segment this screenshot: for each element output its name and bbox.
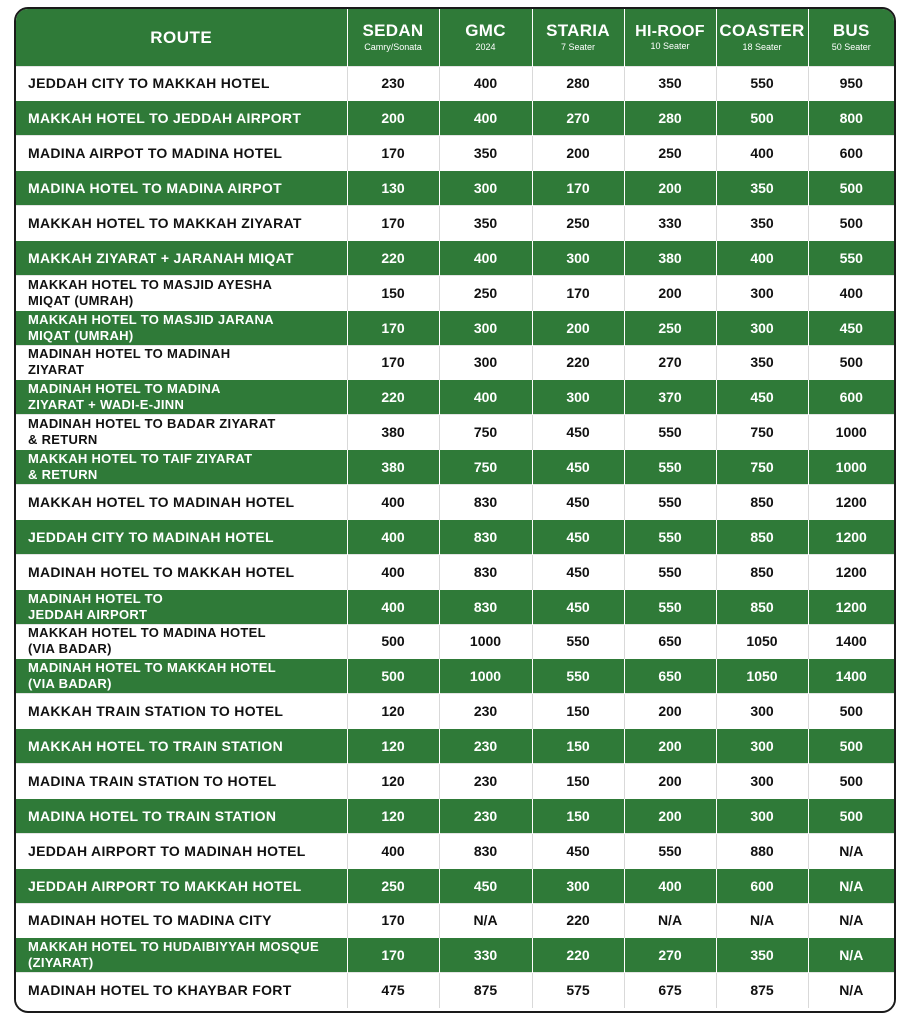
gmc-price-cell: 875	[439, 973, 532, 1008]
coaster-price-cell: 875	[716, 973, 808, 1008]
hi-roof-price-cell: 280	[624, 101, 716, 136]
sedan-price-cell: 120	[347, 729, 439, 764]
staria-price-cell: 170	[532, 275, 624, 310]
route-cell: JEDDAH AIRPORT TO MADINAH HOTEL	[16, 833, 347, 868]
route-cell	[16, 345, 347, 380]
column-name: HI-ROOF	[635, 23, 705, 41]
coaster-price-cell: 300	[716, 729, 808, 764]
table-body	[16, 66, 894, 1008]
gmc-price-cell: 750	[439, 450, 532, 485]
route-cell: MADINA TRAIN STATION TO HOTEL	[16, 764, 347, 799]
hi-roof-price-cell: 200	[624, 764, 716, 799]
sedan-price-cell: 220	[347, 240, 439, 275]
bus-column-header	[808, 9, 894, 66]
bus-price-cell: 500	[808, 798, 894, 833]
sedan-price-cell: 170	[347, 136, 439, 171]
gmc-price-cell: 350	[439, 206, 532, 241]
hi-roof-price-cell: 200	[624, 275, 716, 310]
hi-roof-price-cell: 250	[624, 310, 716, 345]
sedan-column-header	[347, 9, 439, 66]
staria-price-cell: 450	[532, 450, 624, 485]
route-line: MAKKAH HOTEL TO HUDAIBIYYAH MOSQUE	[28, 939, 319, 955]
bus-price-cell: 500	[808, 694, 894, 729]
sedan-price-cell: 220	[347, 380, 439, 415]
staria-price-cell: 250	[532, 206, 624, 241]
route-cell: MAKKAH HOTEL TO JEDDAH AIRPORT	[16, 101, 347, 136]
column-subtitle: 50 Seater	[831, 42, 871, 53]
gmc-price-cell: 830	[439, 589, 532, 624]
hi-roof-price-cell: 200	[624, 694, 716, 729]
route-cell	[16, 380, 347, 415]
table-row	[16, 450, 894, 485]
route-line: (VIA BADAR)	[28, 641, 112, 657]
staria-price-cell: 450	[532, 415, 624, 450]
column-name: STARIA	[546, 21, 610, 41]
gmc-price-cell: 250	[439, 275, 532, 310]
table-row	[16, 554, 894, 589]
gmc-price-cell: 330	[439, 938, 532, 973]
table-row	[16, 275, 894, 310]
coaster-column-header	[716, 9, 808, 66]
table-row	[16, 66, 894, 101]
table-row	[16, 764, 894, 799]
route-line: MADINAH HOTEL TO MAKKAH HOTEL	[28, 660, 276, 676]
coaster-price-cell: 300	[716, 694, 808, 729]
route-cell: MAKKAH TRAIN STATION TO HOTEL	[16, 694, 347, 729]
hi-roof-price-cell: 200	[624, 729, 716, 764]
staria-price-cell: 150	[532, 694, 624, 729]
bus-price-cell: 1200	[808, 589, 894, 624]
route-cell: MADINAH HOTEL TO KHAYBAR FORT	[16, 973, 347, 1008]
staria-price-cell: 450	[532, 589, 624, 624]
bus-price-cell: 500	[808, 171, 894, 206]
table-row	[16, 729, 894, 764]
sedan-price-cell: 170	[347, 310, 439, 345]
column-name: GMC	[465, 21, 506, 41]
gmc-price-cell: 450	[439, 868, 532, 903]
sedan-price-cell: 120	[347, 798, 439, 833]
bus-price-cell: 600	[808, 380, 894, 415]
price-table	[16, 9, 894, 1008]
hi-roof-price-cell: 650	[624, 659, 716, 694]
route-line: MADINAH HOTEL TO BADAR ZIYARAT	[28, 416, 276, 432]
coaster-price-cell: 600	[716, 868, 808, 903]
table-header-row	[16, 9, 894, 66]
table-row	[16, 380, 894, 415]
sedan-price-cell: 170	[347, 345, 439, 380]
table-row	[16, 136, 894, 171]
gmc-price-cell: 230	[439, 798, 532, 833]
sedan-price-cell: 500	[347, 624, 439, 659]
route-cell	[16, 589, 347, 624]
route-cell: MAKKAH HOTEL TO MADINAH HOTEL	[16, 485, 347, 520]
hi-roof-price-cell: 400	[624, 868, 716, 903]
coaster-price-cell: 350	[716, 206, 808, 241]
column-subtitle: Camry/Sonata	[364, 42, 422, 53]
gmc-price-cell: 750	[439, 415, 532, 450]
table-row	[16, 345, 894, 380]
gmc-price-cell: 1000	[439, 624, 532, 659]
gmc-price-cell: 350	[439, 136, 532, 171]
table-row	[16, 589, 894, 624]
staria-price-cell: 270	[532, 101, 624, 136]
route-line: ZIYARAT	[28, 362, 85, 378]
route-line: MADINAH HOTEL TO MADINA	[28, 381, 221, 397]
table-row	[16, 310, 894, 345]
coaster-price-cell: 400	[716, 240, 808, 275]
bus-price-cell: 500	[808, 345, 894, 380]
price-table-frame	[14, 7, 896, 1013]
route-cell	[16, 659, 347, 694]
sedan-price-cell: 400	[347, 833, 439, 868]
bus-price-cell: N/A	[808, 868, 894, 903]
hi-roof-price-cell: 550	[624, 485, 716, 520]
sedan-price-cell: 200	[347, 101, 439, 136]
staria-price-cell: 300	[532, 240, 624, 275]
route-line: MAKKAH HOTEL TO MASJID JARANA	[28, 311, 274, 327]
route-line: ZIYARAT + WADI-E-JINN	[28, 397, 185, 413]
staria-price-cell: 450	[532, 554, 624, 589]
table-row	[16, 240, 894, 275]
sedan-price-cell: 150	[347, 275, 439, 310]
coaster-price-cell: 450	[716, 380, 808, 415]
bus-price-cell: 1000	[808, 450, 894, 485]
coaster-price-cell: 300	[716, 310, 808, 345]
coaster-price-cell: 750	[716, 450, 808, 485]
sedan-price-cell: 120	[347, 694, 439, 729]
coaster-price-cell: 850	[716, 589, 808, 624]
column-name: SEDAN	[362, 21, 424, 41]
route-line: MIQAT (UMRAH)	[28, 292, 134, 308]
table-row	[16, 485, 894, 520]
coaster-price-cell: 350	[716, 938, 808, 973]
table-row	[16, 694, 894, 729]
coaster-price-cell: 350	[716, 171, 808, 206]
coaster-price-cell: 300	[716, 798, 808, 833]
bus-price-cell: 500	[808, 206, 894, 241]
gmc-price-cell: 830	[439, 519, 532, 554]
route-cell: MADINA HOTEL TO MADINA AIRPOT	[16, 171, 347, 206]
bus-price-cell: 550	[808, 240, 894, 275]
hi-roof-price-cell: 380	[624, 240, 716, 275]
table-row	[16, 798, 894, 833]
hi-roof-price-cell: 650	[624, 624, 716, 659]
table-row	[16, 415, 894, 450]
sedan-price-cell: 500	[347, 659, 439, 694]
table-row	[16, 206, 894, 241]
hi-roof-price-cell: 270	[624, 938, 716, 973]
table-row	[16, 868, 894, 903]
route-cell	[16, 450, 347, 485]
staria-price-cell: 450	[532, 485, 624, 520]
hi-roof-price-cell: 550	[624, 833, 716, 868]
route-line: JEDDAH AIRPORT	[28, 606, 148, 622]
hi-roof-price-cell: 200	[624, 171, 716, 206]
coaster-price-cell: 400	[716, 136, 808, 171]
gmc-price-cell: 1000	[439, 659, 532, 694]
sedan-price-cell: 400	[347, 554, 439, 589]
column-name: COASTER	[719, 21, 805, 41]
sedan-price-cell: 130	[347, 171, 439, 206]
staria-price-cell: 220	[532, 903, 624, 938]
gmc-price-cell: 830	[439, 554, 532, 589]
coaster-price-cell: 850	[716, 519, 808, 554]
gmc-price-cell: 830	[439, 833, 532, 868]
sedan-price-cell: 380	[347, 415, 439, 450]
bus-price-cell: 1200	[808, 519, 894, 554]
route-line: MAKKAH HOTEL TO TAIF ZIYARAT	[28, 451, 253, 467]
hi-roof-price-cell: 550	[624, 519, 716, 554]
hi-roof-price-cell: 250	[624, 136, 716, 171]
coaster-price-cell: 350	[716, 345, 808, 380]
route-line: (VIA BADAR)	[28, 676, 112, 692]
bus-price-cell: N/A	[808, 833, 894, 868]
sedan-price-cell: 170	[347, 206, 439, 241]
bus-price-cell: 950	[808, 66, 894, 101]
column-subtitle: 2024	[475, 42, 496, 53]
staria-price-cell: 200	[532, 136, 624, 171]
bus-price-cell: 500	[808, 729, 894, 764]
coaster-price-cell: 1050	[716, 624, 808, 659]
hi-roof-price-cell: 550	[624, 554, 716, 589]
route-line: MAKKAH HOTEL TO MADINA HOTEL	[28, 625, 266, 641]
hi-roof-price-cell: 200	[624, 798, 716, 833]
coaster-price-cell: 850	[716, 554, 808, 589]
route-cell	[16, 624, 347, 659]
route-cell	[16, 275, 347, 310]
coaster-price-cell: 1050	[716, 659, 808, 694]
hi-roof-price-cell: 330	[624, 206, 716, 241]
coaster-price-cell: 550	[716, 66, 808, 101]
staria-price-cell: 150	[532, 764, 624, 799]
staria-price-cell: 170	[532, 171, 624, 206]
gmc-price-cell: 400	[439, 240, 532, 275]
gmc-price-cell: 230	[439, 694, 532, 729]
staria-price-cell: 220	[532, 938, 624, 973]
sedan-price-cell: 380	[347, 450, 439, 485]
sedan-price-cell: 170	[347, 938, 439, 973]
table-row	[16, 973, 894, 1008]
gmc-price-cell: 230	[439, 764, 532, 799]
route-cell: JEDDAH AIRPORT TO MAKKAH HOTEL	[16, 868, 347, 903]
bus-price-cell: 1400	[808, 624, 894, 659]
gmc-price-cell: 300	[439, 171, 532, 206]
table-row	[16, 171, 894, 206]
bus-price-cell: N/A	[808, 938, 894, 973]
sedan-price-cell: 400	[347, 485, 439, 520]
gmc-price-cell: 400	[439, 380, 532, 415]
coaster-price-cell: 300	[716, 764, 808, 799]
bus-price-cell: 500	[808, 764, 894, 799]
coaster-price-cell: 500	[716, 101, 808, 136]
route-line: & RETURN	[28, 467, 98, 483]
gmc-price-cell: 230	[439, 729, 532, 764]
sedan-price-cell: 400	[347, 519, 439, 554]
column-subtitle: 18 Seater	[742, 42, 782, 53]
staria-price-cell: 550	[532, 659, 624, 694]
bus-price-cell: 400	[808, 275, 894, 310]
route-cell: MADINA AIRPOT TO MADINA HOTEL	[16, 136, 347, 171]
staria-price-cell: 150	[532, 798, 624, 833]
table-row	[16, 938, 894, 973]
gmc-price-cell: N/A	[439, 903, 532, 938]
route-cell: JEDDAH CITY TO MADINAH HOTEL	[16, 519, 347, 554]
hi-roof-price-cell: 350	[624, 66, 716, 101]
coaster-price-cell: 300	[716, 275, 808, 310]
hi-roof-price-cell: 675	[624, 973, 716, 1008]
sedan-price-cell: 230	[347, 66, 439, 101]
hi-roof-price-cell: 550	[624, 589, 716, 624]
route-line: MAKKAH HOTEL TO MASJID AYESHA	[28, 276, 273, 292]
route-cell: MADINA HOTEL TO TRAIN STATION	[16, 798, 347, 833]
route-cell: MAKKAH HOTEL TO TRAIN STATION	[16, 729, 347, 764]
gmc-price-cell: 830	[439, 485, 532, 520]
column-name: BUS	[832, 21, 870, 41]
bus-price-cell: N/A	[808, 903, 894, 938]
staria-price-cell: 200	[532, 310, 624, 345]
gmc-price-cell: 400	[439, 101, 532, 136]
bus-price-cell: 1400	[808, 659, 894, 694]
gmc-price-cell: 300	[439, 345, 532, 380]
hi-roof-price-cell: N/A	[624, 903, 716, 938]
sedan-price-cell: 170	[347, 903, 439, 938]
staria-price-cell: 575	[532, 973, 624, 1008]
route-line: & RETURN	[28, 432, 98, 448]
hi-roof-price-cell: 270	[624, 345, 716, 380]
staria-price-cell: 450	[532, 519, 624, 554]
staria-price-cell: 300	[532, 380, 624, 415]
bus-price-cell: 800	[808, 101, 894, 136]
staria-price-cell: 450	[532, 833, 624, 868]
table-row	[16, 833, 894, 868]
bus-price-cell: 600	[808, 136, 894, 171]
table-row	[16, 903, 894, 938]
coaster-price-cell: 880	[716, 833, 808, 868]
coaster-price-cell: N/A	[716, 903, 808, 938]
staria-price-cell: 150	[532, 729, 624, 764]
column-subtitle: 7 Seater	[560, 42, 596, 53]
gmc-price-cell: 300	[439, 310, 532, 345]
table-row	[16, 624, 894, 659]
route-cell	[16, 310, 347, 345]
hi-roof-price-cell: 370	[624, 380, 716, 415]
gmc-column-header	[439, 9, 532, 66]
staria-price-cell: 220	[532, 345, 624, 380]
route-line: (ZIYARAT)	[28, 955, 94, 971]
table-row	[16, 659, 894, 694]
gmc-price-cell: 400	[439, 66, 532, 101]
staria-price-cell: 300	[532, 868, 624, 903]
staria-column-header	[532, 9, 624, 66]
route-cell: MADINAH HOTEL TO MADINA CITY	[16, 903, 347, 938]
bus-price-cell: 1000	[808, 415, 894, 450]
table-row	[16, 101, 894, 136]
route-cell: MAKKAH HOTEL TO MAKKAH ZIYARAT	[16, 206, 347, 241]
hi-roof-price-cell: 550	[624, 415, 716, 450]
sedan-price-cell: 400	[347, 589, 439, 624]
route-cell: MADINAH HOTEL TO MAKKAH HOTEL	[16, 554, 347, 589]
column-subtitle: 10 Seater	[650, 41, 690, 52]
hi-roof-column-header	[624, 9, 716, 66]
sedan-price-cell: 120	[347, 764, 439, 799]
sedan-price-cell: 250	[347, 868, 439, 903]
route-cell: MAKKAH ZIYARAT + JARANAH MIQAT	[16, 240, 347, 275]
bus-price-cell: N/A	[808, 973, 894, 1008]
coaster-price-cell: 850	[716, 485, 808, 520]
staria-price-cell: 280	[532, 66, 624, 101]
route-cell	[16, 415, 347, 450]
staria-price-cell: 550	[532, 624, 624, 659]
bus-price-cell: 450	[808, 310, 894, 345]
route-cell	[16, 938, 347, 973]
bus-price-cell: 1200	[808, 485, 894, 520]
route-line: MADINAH HOTEL TO MADINAH	[28, 346, 231, 362]
hi-roof-price-cell: 550	[624, 450, 716, 485]
route-line: MIQAT (UMRAH)	[28, 327, 134, 343]
route-column-header: ROUTE	[16, 9, 347, 66]
sedan-price-cell: 475	[347, 973, 439, 1008]
table-row	[16, 519, 894, 554]
route-cell: JEDDAH CITY TO MAKKAH HOTEL	[16, 66, 347, 101]
coaster-price-cell: 750	[716, 415, 808, 450]
route-line: MADINAH HOTEL TO	[28, 590, 164, 606]
bus-price-cell: 1200	[808, 554, 894, 589]
